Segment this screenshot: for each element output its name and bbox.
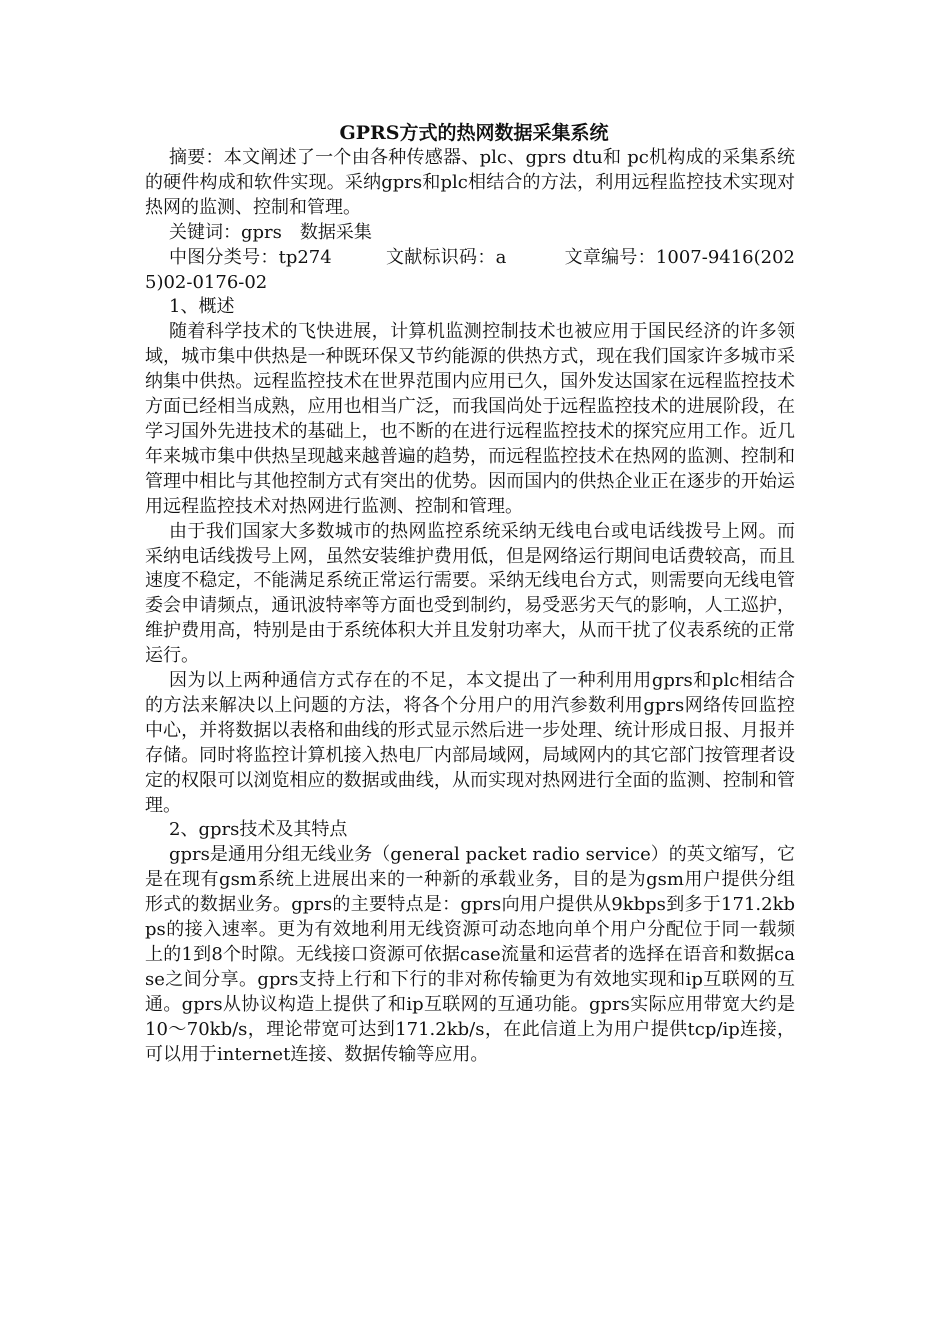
body-paragraph: 由于我们国家大多数城市的热网监控系统采纳无线电台或电话线拨号上网。而采纳电话线拨号上网，虽然安装维护费用低，但是网络运行期间电话费较高，而且速度不稳定，不能满足系统正常运行需要。采纳无线电台方式，则需要向无线电管委会申请频点，通讯波特率等方面也受到制约，易受恶劣天气的影响，人工巡护，维护费用高，特别是由于系统体积大并且发射功率大，从而干扰了仪表系统的正常运行。 — [145, 520, 795, 667]
abstract-paragraph: 摘要：本文阐述了一个由各种传感器、plc、gprs dtu和 pc机构成的采集系统的硬件构成和软件实现。采纳gprs和plc相结合的方法，利用远程监控技术实现对热网的监测、控制和管理。 — [145, 147, 795, 218]
body-paragraph: 随着科学技术的飞快进展，计算机监测控制技术也被应用于国民经济的许多领域，城市集中供热是一种既环保又节约能源的供热方式，现在我们国家许多城市采纳集中供热。远程监控技术在世界范围内应用已久，国外发达国家在远程监控技术方面已经相当成熟，应用也相当广泛，而我国尚处于远程监控技术的进展阶段，在学习国外先进技术的基础上，也不断的在进行远程监控技术的探究应用工作。近几年来城市集中供热呈现越来越普遍的趋势，而远程监控技术在热网的监测、控制和管理中相比与其他控制方式有突出的优势。因而国内的供热企业正在逐步的开始运用远程监控技术对热网进行监测、控制和管理。 — [145, 321, 795, 517]
document-page — [145, 120, 795, 1068]
document-title: GPRS方式的热网数据采集系统 — [339, 122, 609, 144]
body-paragraph: 因为以上两种通信方式存在的不足，本文提出了一种利用用gprs和plc相结合的方法来解决以上问题的方法，将各个分用户的用汽参数利用gprs网络传回监控中心，并将数据以表格和曲线的形式显示然后进一步处理、统计形成日报、月报并存储。同时将监控计算机接入热电厂内部局域网，局域网内的其它部门按管理者设定的权限可以浏览相应的数据或曲线，从而实现对热网进行全面的监测、控制和管理。 — [145, 670, 795, 816]
keywords-line — [145, 221, 795, 246]
document-code: 文献标识码：a — [385, 246, 507, 268]
section-heading-gprs: 2、gprs技术及其特点 — [169, 819, 348, 841]
keywords-value: 数据采集 — [299, 221, 372, 243]
classification-line — [145, 246, 795, 296]
clc-number: 中图分类号：tp274 — [169, 246, 332, 268]
keywords-label: 关键词：gprs — [169, 221, 282, 243]
section-heading-overview: 1、概述 — [169, 296, 235, 318]
article-number: 文章编号：1007-9416(2025)02-0176-02 — [145, 246, 796, 293]
body-paragraph: gprs是通用分组无线业务（general packet radio service）的英文缩写，它是在现有gsm系统上进展出来的一种新的承载业务，目的是为gsm用户提供分组形式的数据业务。gprs的主要特点是：gprs向用户提供从9kbps到多于171.2kbps的接入速率。更为有效地利用无线资源可动态地向单个用户分配位于同一载频上的1到8个时隙。无线接口资源可依据case流量和运营者的选择在语音和数据case之间分享。gprs支持上行和下行的非对称传输更为有效地实现和ip互联网的互通。gprs从协议构造上提供了和ip互联网的互通功能。gprs实际应用带宽大约是10～70kb/s，理论带宽可达到171.2kb/s，在此信道上为用户提供tcp/ip连接，可以用于internet连接、数据传输等应用。 — [145, 844, 795, 1065]
